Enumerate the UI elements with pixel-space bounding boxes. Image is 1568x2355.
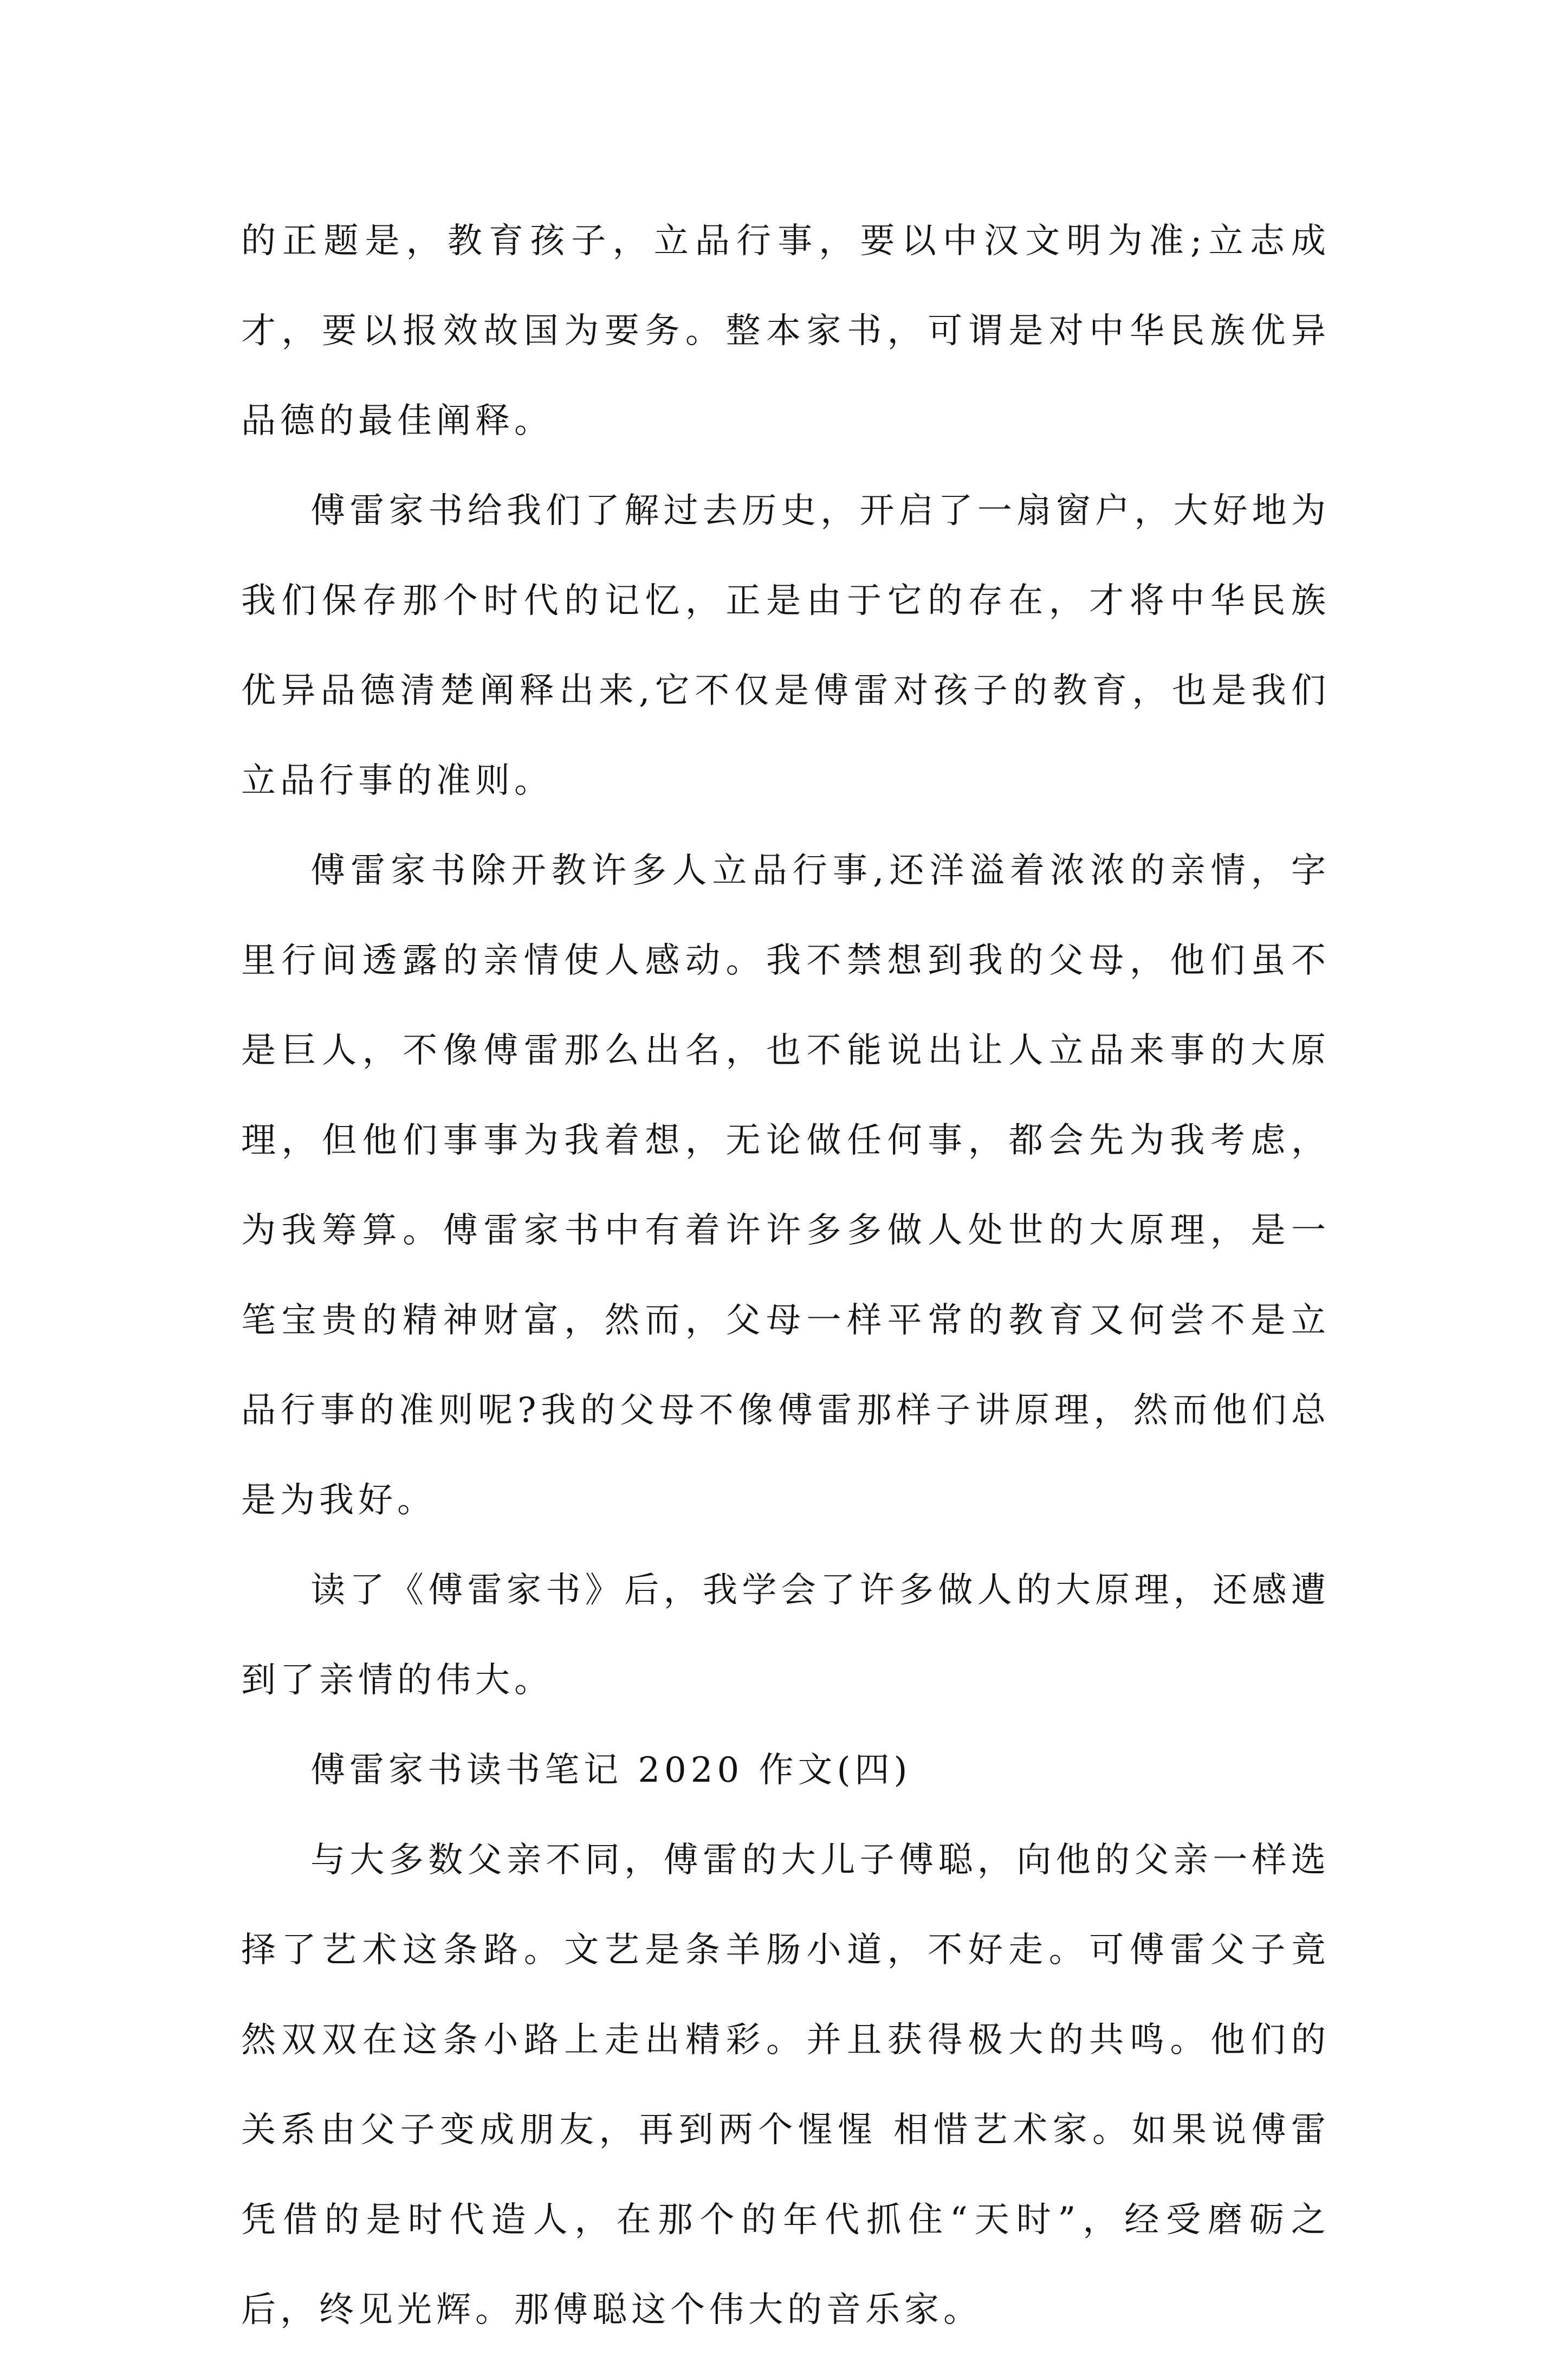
paragraph-continued: 的正题是，教育孩子，立品行事，要以中汉文明为准;立志成才，要以报效故国为要务。整本家书，可谓是对中华民族优异品德的最佳阐释。 bbox=[241, 221, 1330, 441]
document-body bbox=[241, 196, 1330, 2355]
section-heading: 傅雷家书读书笔记 2020 作文(四) bbox=[310, 1750, 912, 1790]
paragraph: 与大多数父亲不同，傅雷的大儿子傅聪，向他的父亲一样选择了艺术这条路。文艺是条羊肠小道，不好走。可傅雷父子竟然双双在这条小路上走出精彩。并且获得极大的共鸣。他们的关系由父子变成朋友，再到两个惺惺 相惜艺术家。如果说傅雷凭借的是时代造人，在那个的年代抓住“天时”，经受磨砺之后，终见光辉。那傅聪这个伟大的音乐家。 bbox=[241, 1840, 1330, 2330]
paragraph: 傅雷家书除开教许多人立品行事,还洋溢着浓浓的亲情，字里行间透露的亲情使人感动。我不禁想到我的父母，他们虽不是巨人，不像傅雷那么出名，也不能说出让人立品来事的大原理，但他们事事为我着想，无论做任何事，都会先为我考虑，为我筹算。傅雷家书中有着许许多多做人处世的大原理，是一笔宝贵的精神财富，然而，父母一样平常的教育又何尝不是立品行事的准则呢?我的父母不像傅雷那样子讲原理，然而他们总是为我好。 bbox=[241, 851, 1330, 1521]
paragraph: 读了《傅雷家书》后，我学会了许多做人的大原理，还感遭到了亲情的伟大。 bbox=[241, 1570, 1330, 1700]
paragraph: 傅雷家书给我们了解过去历史，开启了一扇窗户，大好地为我们保存那个时代的记忆，正是由于它的存在，才将中华民族优异品德清楚阐释出来,它不仅是傅雷对孩子的教育，也是我们立品行事的准则。 bbox=[241, 491, 1330, 801]
